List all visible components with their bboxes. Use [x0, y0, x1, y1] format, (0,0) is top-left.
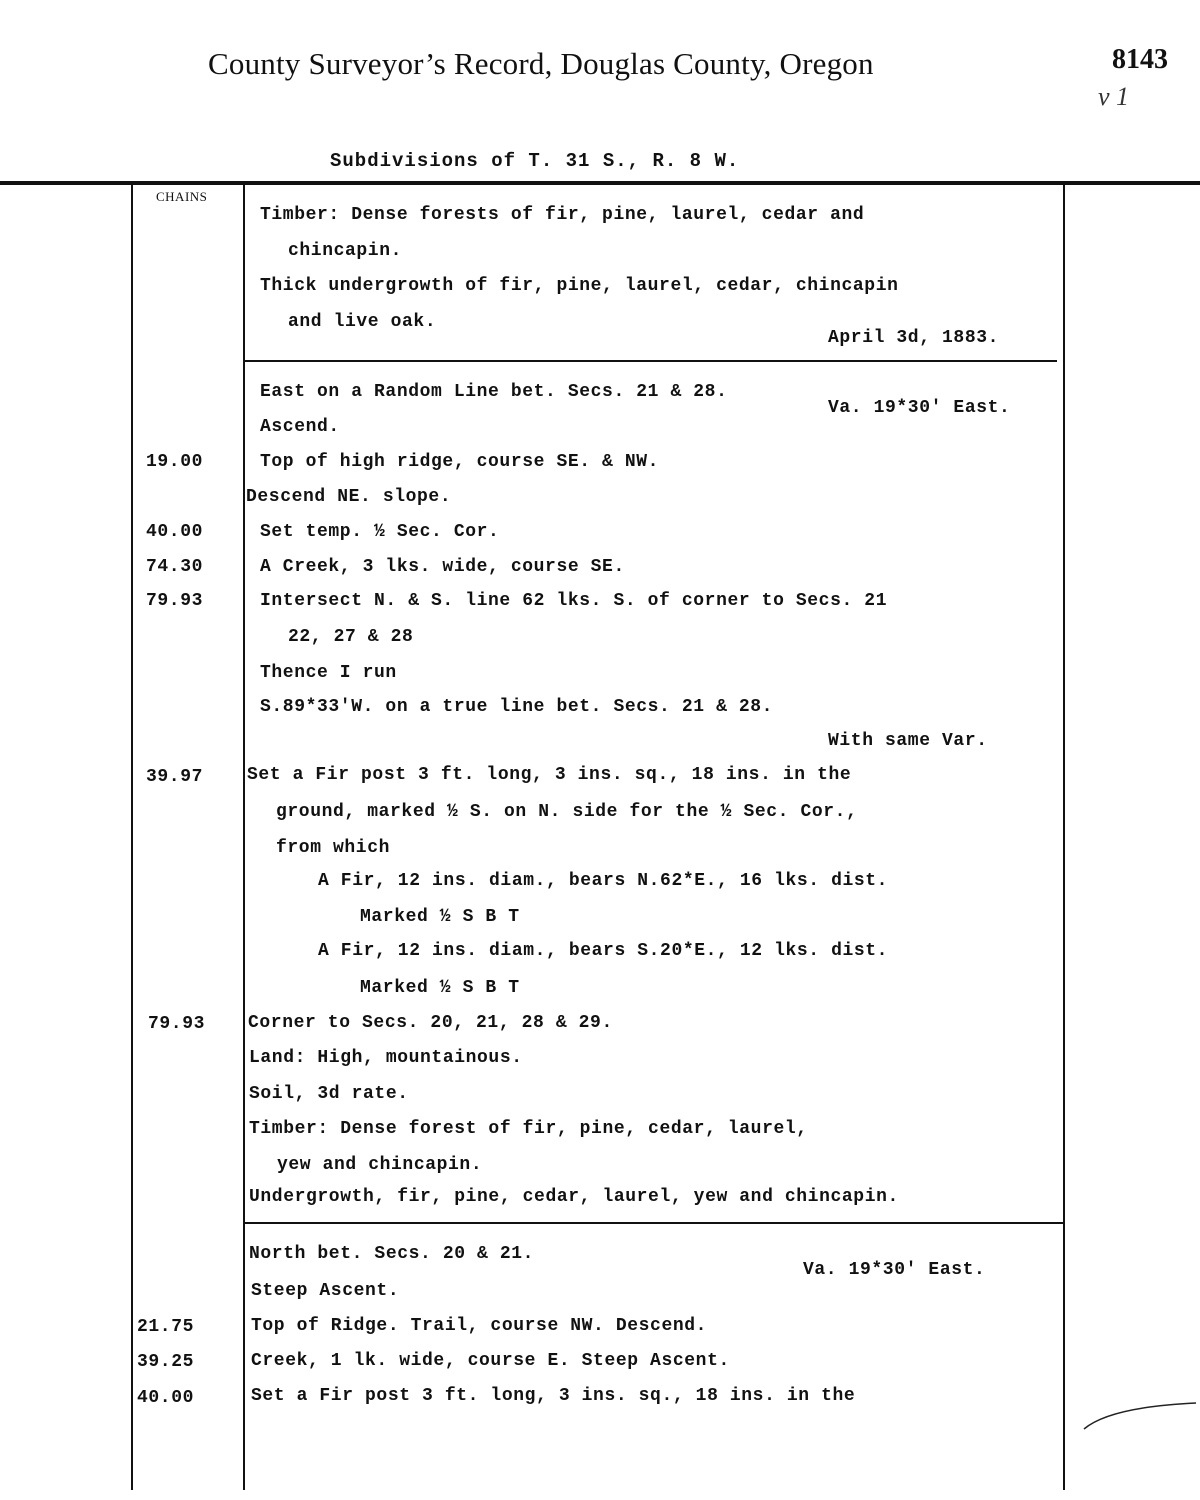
note-line: Ascend. [260, 417, 340, 437]
note-variation: With same Var. [828, 731, 988, 751]
note-line: Descend NE. slope. [246, 487, 452, 507]
note-line: Land: High, mountainous. [249, 1048, 523, 1068]
record-subtitle: Subdivisions of T. 31 S., R. 8 W. [330, 150, 740, 172]
note-line: Set a Fir post 3 ft. long, 3 ins. sq., 18 ins. in the [247, 765, 852, 785]
note-line: Steep Ascent. [251, 1281, 400, 1301]
note-line: yew and chincapin. [277, 1155, 483, 1175]
note-line: Marked ½ S B T [360, 907, 520, 927]
note-line: Top of high ridge, course SE. & NW. [260, 452, 660, 472]
note-line: East on a Random Line bet. Secs. 21 & 28. [260, 382, 728, 402]
note-line: Intersect N. & S. line 62 lks. S. of corner to Secs. 21 [260, 591, 888, 611]
chains-value: 74.30 [146, 557, 204, 577]
note-line: from which [276, 838, 391, 858]
chains-value: 79.93 [148, 1014, 206, 1034]
note-line: Soil, 3d rate. [249, 1084, 409, 1104]
chains-value: 21.75 [137, 1317, 195, 1337]
page-number: 8143 [1112, 44, 1168, 75]
note-line: Set a Fir post 3 ft. long, 3 ins. sq., 18 ins. in the [251, 1386, 856, 1406]
note-line: chincapin. [288, 241, 403, 261]
chains-value: 39.25 [137, 1352, 195, 1372]
table-left-rule [131, 181, 133, 1490]
note-line: Creek, 1 lk. wide, course E. Steep Ascent. [251, 1351, 730, 1371]
note-line: A Creek, 3 lks. wide, course SE. [260, 557, 625, 577]
note-line: Timber: Dense forest of fir, pine, cedar, laurel, [249, 1119, 808, 1139]
note-line: Thence I run [260, 663, 397, 683]
note-line: North bet. Secs. 20 & 21. [249, 1244, 535, 1264]
chains-column-header: CHAINS [156, 189, 208, 204]
chains-value: 40.00 [146, 522, 204, 542]
note-line: Timber: Dense forests of fir, pine, laurel, cedar and [260, 205, 865, 225]
margin-pencil-mark [1080, 1395, 1198, 1435]
note-line: Top of Ridge. Trail, course NW. Descend. [251, 1316, 708, 1336]
note-line: Corner to Secs. 20, 21, 28 & 29. [248, 1013, 613, 1033]
note-line: S.89*33'W. on a true line bet. Secs. 21 & 28. [260, 697, 774, 717]
note-variation: Va. 19*30' East. [828, 398, 1011, 418]
note-line: ground, marked ½ S. on N. side for the ½ Sec. Cor., [276, 802, 858, 822]
note-line: Thick undergrowth of fir, pine, laurel, cedar, chincapin [260, 276, 899, 296]
note-line: Set temp. ½ Sec. Cor. [260, 522, 500, 542]
note-line: A Fir, 12 ins. diam., bears S.20*E., 12 lks. dist. [318, 941, 889, 961]
note-line: A Fir, 12 ins. diam., bears N.62*E., 16 lks. dist. [318, 871, 889, 891]
note-line: Marked ½ S B T [360, 978, 520, 998]
handwritten-annotation: v 1 [1098, 82, 1130, 111]
note-date: April 3d, 1883. [828, 328, 1000, 348]
note-line: and live oak. [288, 312, 437, 332]
page-title: County Surveyor’s Record, Douglas County, Oregon [208, 46, 874, 81]
chains-value: 19.00 [146, 452, 204, 472]
section-divider [245, 360, 1057, 362]
chains-value: 79.93 [146, 591, 204, 611]
note-variation: Va. 19*30' East. [803, 1260, 986, 1280]
section-divider [245, 1222, 1065, 1224]
table-right-rule [1063, 181, 1065, 1490]
table-top-rule [0, 181, 1200, 185]
chains-column-rule [243, 181, 245, 1490]
chains-value: 39.97 [146, 767, 204, 787]
note-line: Undergrowth, fir, pine, cedar, laurel, yew and chincapin. [249, 1187, 899, 1207]
note-line: 22, 27 & 28 [288, 627, 414, 647]
chains-value: 40.00 [137, 1388, 195, 1408]
